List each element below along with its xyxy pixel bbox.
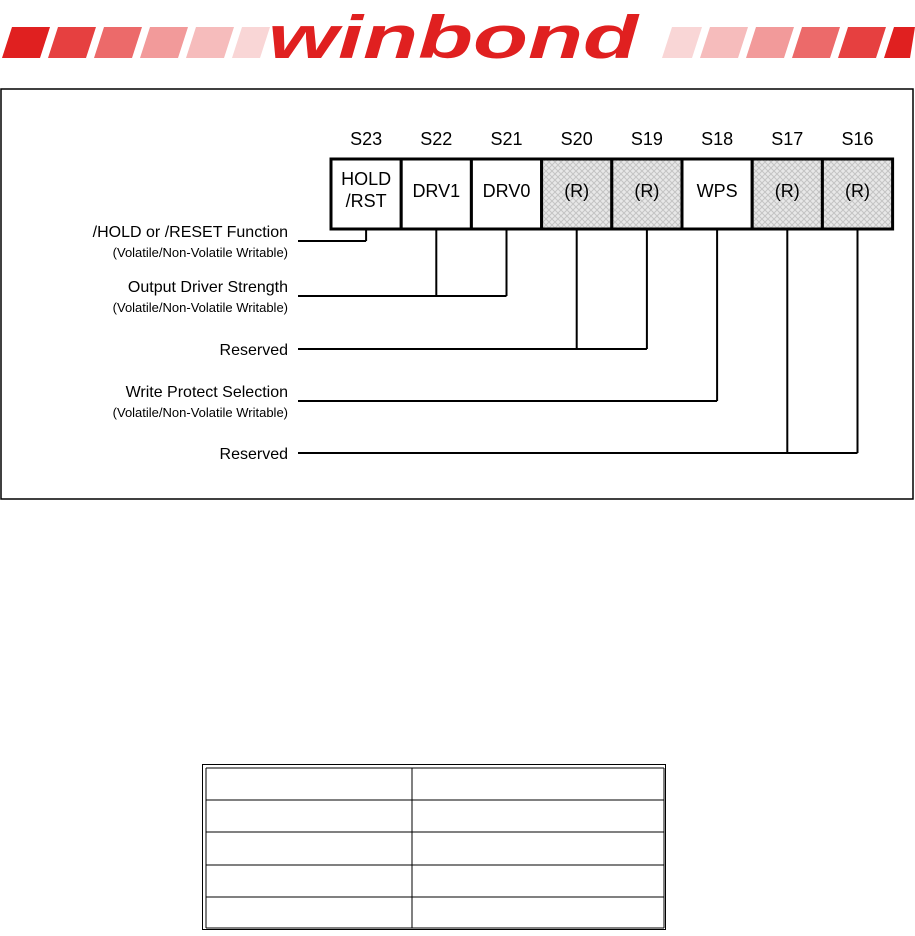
bit-label: HOLD /RST xyxy=(341,169,392,211)
bit-header: S17 xyxy=(771,129,804,149)
function-note: (Volatile/Non-Volatile Writable) xyxy=(112,245,288,260)
bit-header: S23 xyxy=(350,129,383,149)
function-label: Reserved xyxy=(219,446,288,463)
function-label: Write Protect Selection xyxy=(125,384,288,401)
function-note: (Volatile/Non-Volatile Writable) xyxy=(112,300,288,315)
logo-stripes-left xyxy=(2,27,270,58)
blank-table-grid xyxy=(203,765,667,931)
bit-label: WPS xyxy=(696,181,738,201)
logo-wordmark: winbond xyxy=(268,4,641,71)
function-label: /HOLD or /RESET Function xyxy=(92,224,288,241)
bit-header: S21 xyxy=(490,129,523,149)
bit-header: S18 xyxy=(701,129,734,149)
bit-label: (R) xyxy=(634,181,660,201)
bit-label: (R) xyxy=(845,181,870,201)
function-label: Reserved xyxy=(219,342,288,359)
logo-stripes-right xyxy=(662,27,915,58)
bit-header: S20 xyxy=(560,129,593,149)
winbond-logo xyxy=(0,0,915,80)
bit-header: S22 xyxy=(420,129,453,149)
status-register-diagram xyxy=(0,87,915,503)
bit-label: (R) xyxy=(774,181,800,201)
bit-label: DRV0 xyxy=(482,181,531,201)
blank-table xyxy=(202,764,666,930)
bit-label: DRV1 xyxy=(412,181,461,201)
function-note: (Volatile/Non-Volatile Writable) xyxy=(112,405,288,420)
function-label: Output Driver Strength xyxy=(127,279,288,296)
bit-header: S19 xyxy=(630,129,663,149)
bit-header: S16 xyxy=(841,129,874,149)
bit-label: (R) xyxy=(564,181,590,201)
